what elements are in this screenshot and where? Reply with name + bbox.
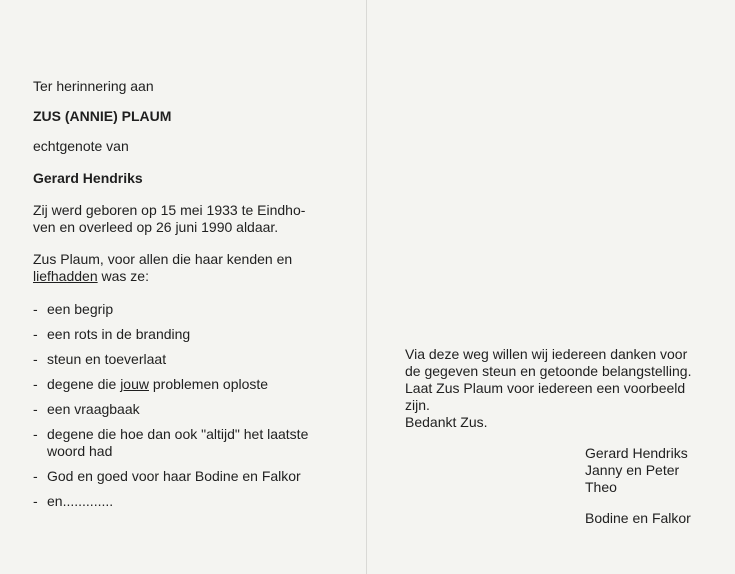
list-dash: - — [33, 376, 38, 392]
list-dash: - — [33, 351, 38, 367]
signature-line-3: Theo — [585, 479, 617, 495]
list-item-text: een vraagbaak — [47, 401, 140, 417]
tribute-lead-line-1: Zus Plaum, voor allen die haar kenden en — [33, 251, 293, 267]
signature-gap — [585, 496, 700, 510]
signature-line-2: Janny en Peter — [585, 462, 680, 478]
signature-line-1: Gerard Hendriks — [585, 445, 688, 461]
deceased-name: ZUS (ANNIE) PLAUM — [33, 108, 172, 124]
left-panel — [33, 78, 333, 518]
list-item — [33, 301, 333, 318]
thanks-paragraph — [405, 346, 700, 431]
list-item-4-underlined: jouw — [120, 376, 149, 392]
list-item — [33, 351, 333, 368]
list-item-text: een rots in de branding — [47, 326, 191, 342]
thanks-line-5: Bedankt Zus. — [405, 414, 488, 430]
list-item — [33, 376, 333, 393]
birth-death-paragraph — [33, 202, 333, 236]
list-item — [33, 468, 333, 485]
list-item-text: en............. — [47, 493, 114, 509]
husband-name: Gerard Hendriks — [33, 170, 143, 186]
thanks-line-2: de gegeven steun en getoonde belangstelling. — [405, 363, 692, 379]
list-item-text — [47, 426, 308, 460]
list-item-text: God en goed voor haar Bodine en Falkor — [47, 468, 301, 484]
list-dash: - — [33, 468, 38, 484]
list-item — [33, 401, 333, 418]
birth-death-line-1: Zij werd geboren op 15 mei 1933 te Eindho- — [33, 202, 306, 218]
list-item-4-after: problemen oploste — [148, 376, 269, 392]
list-item — [33, 426, 333, 460]
tribute-underlined-word: liefhadden — [33, 268, 98, 284]
list-dash: - — [33, 493, 38, 509]
list-item-text — [47, 376, 268, 393]
signature-block — [585, 445, 700, 527]
relation-text: echtgenote van — [33, 138, 129, 154]
list-item-text: steun en toeverlaat — [47, 351, 167, 367]
thanks-line-3: Laat Zus Plaum voor iedereen een voorbeeld — [405, 380, 686, 396]
thanks-line-1: Via deze weg willen wij iedereen danken voor — [405, 346, 688, 362]
list-dash: - — [33, 401, 38, 417]
list-item — [33, 326, 333, 343]
list-dash: - — [33, 301, 38, 317]
tribute-lead-line-2-rest: was ze: — [97, 268, 149, 284]
tribute-list — [33, 301, 333, 510]
card-fold-line — [366, 0, 367, 574]
list-dash: - — [33, 426, 38, 442]
list-item-6-line-1: degene die hoe dan ook "altijd" het laatste — [47, 426, 309, 442]
list-item-6-line-2: woord had — [47, 443, 113, 459]
right-panel — [405, 346, 700, 527]
tribute-lead — [33, 251, 333, 285]
birth-death-line-2: ven en overleed op 26 juni 1990 aldaar. — [33, 219, 279, 235]
list-item — [33, 493, 333, 510]
list-item-text: een begrip — [47, 301, 114, 317]
list-item-4-before: degene die — [47, 376, 121, 392]
list-dash: - — [33, 326, 38, 342]
intro-text: Ter herinnering aan — [33, 78, 154, 94]
signature-line-4: Bodine en Falkor — [585, 510, 691, 526]
thanks-line-4: zijn. — [405, 397, 430, 413]
